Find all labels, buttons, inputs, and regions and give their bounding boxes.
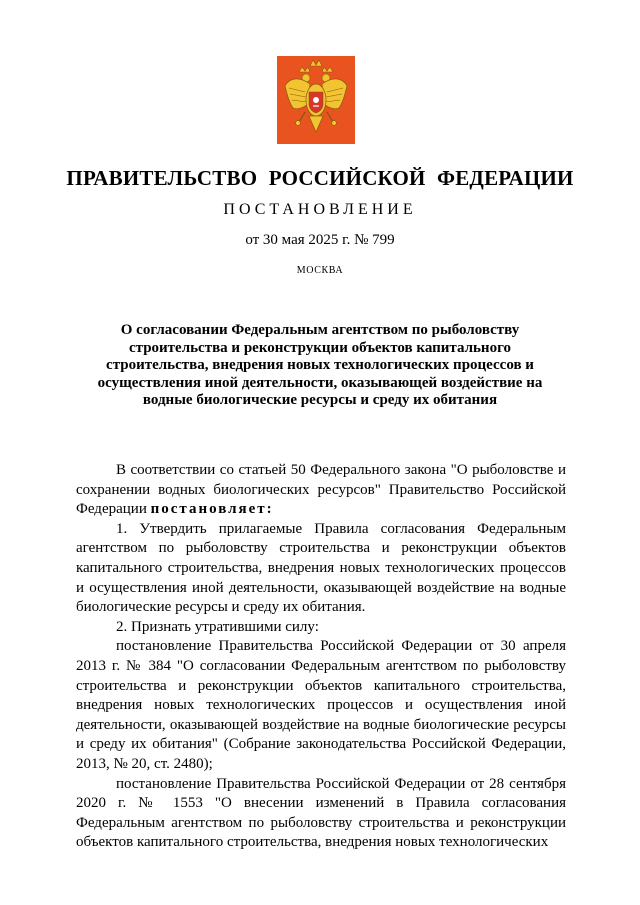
document-type: ПОСТАНОВЛЕНИЕ xyxy=(223,201,417,218)
repeal-2-paragraph: постановление Правительства Российской Федерации от 28 сентября 2020 г. № 1553 "О внесении изменений в Правила согласования Федеральным агентством по рыболовству строительства и реконструкции объектов капитального строительства, внедрения новых технологических xyxy=(76,775,566,851)
document-date-number: от 30 мая 2025 г. № 799 xyxy=(245,232,395,248)
item-1-paragraph: 1. Утвердить прилагаемые Правила согласования Федеральным агентством по рыболовству строительства и реконструкции объектов капитального строительства, внедрения новых технологических процессов и осуществления иной деятельности, оказывающей воздействие на водные биологические ресурсы и среду их обитания. xyxy=(76,520,566,616)
decree-word: постановляет: xyxy=(150,501,274,518)
intro-text: В соответствии со статьей 50 Федерального закона "О рыболовстве и сохранении водных биологических ресурсов" Правительство Российской Федерации xyxy=(76,462,566,518)
document-subject: О согласовании Федеральным агентством по рыболовству строительства и реконструкции объектов капитального строительства, внедрения новых технологических процессов и осуществления иной деятельности, оказывающей воздействие на водные биологические ресурсы и среду их обитания xyxy=(97,322,543,408)
item-2-paragraph: 2. Признать утратившими силу: xyxy=(116,618,319,635)
repeal-1-paragraph: постановление Правительства Российской Федерации от 30 апреля 2013 г. № 384 "О согласовании Федеральным агентством по рыболовству строительства и реконструкции объектов капитального строительства, внедрения новых технологических процессов и осуществления иной деятельности, оказывающей воздействие на водные биологические ресурсы и среду их обитания" (Собрание законодательства Российской Федерации, 2013, № 20, ст. 2480); xyxy=(76,638,566,772)
document-city: МОСКВА xyxy=(296,265,344,276)
emblem-graphic xyxy=(277,56,355,144)
document-body xyxy=(76,461,566,853)
russian-coat-of-arms-icon xyxy=(277,56,355,144)
government-title: ПРАВИТЕЛЬСТВО РОССИЙСКОЙ ФЕДЕРАЦИИ xyxy=(66,166,574,190)
intro-paragraph xyxy=(76,461,566,520)
